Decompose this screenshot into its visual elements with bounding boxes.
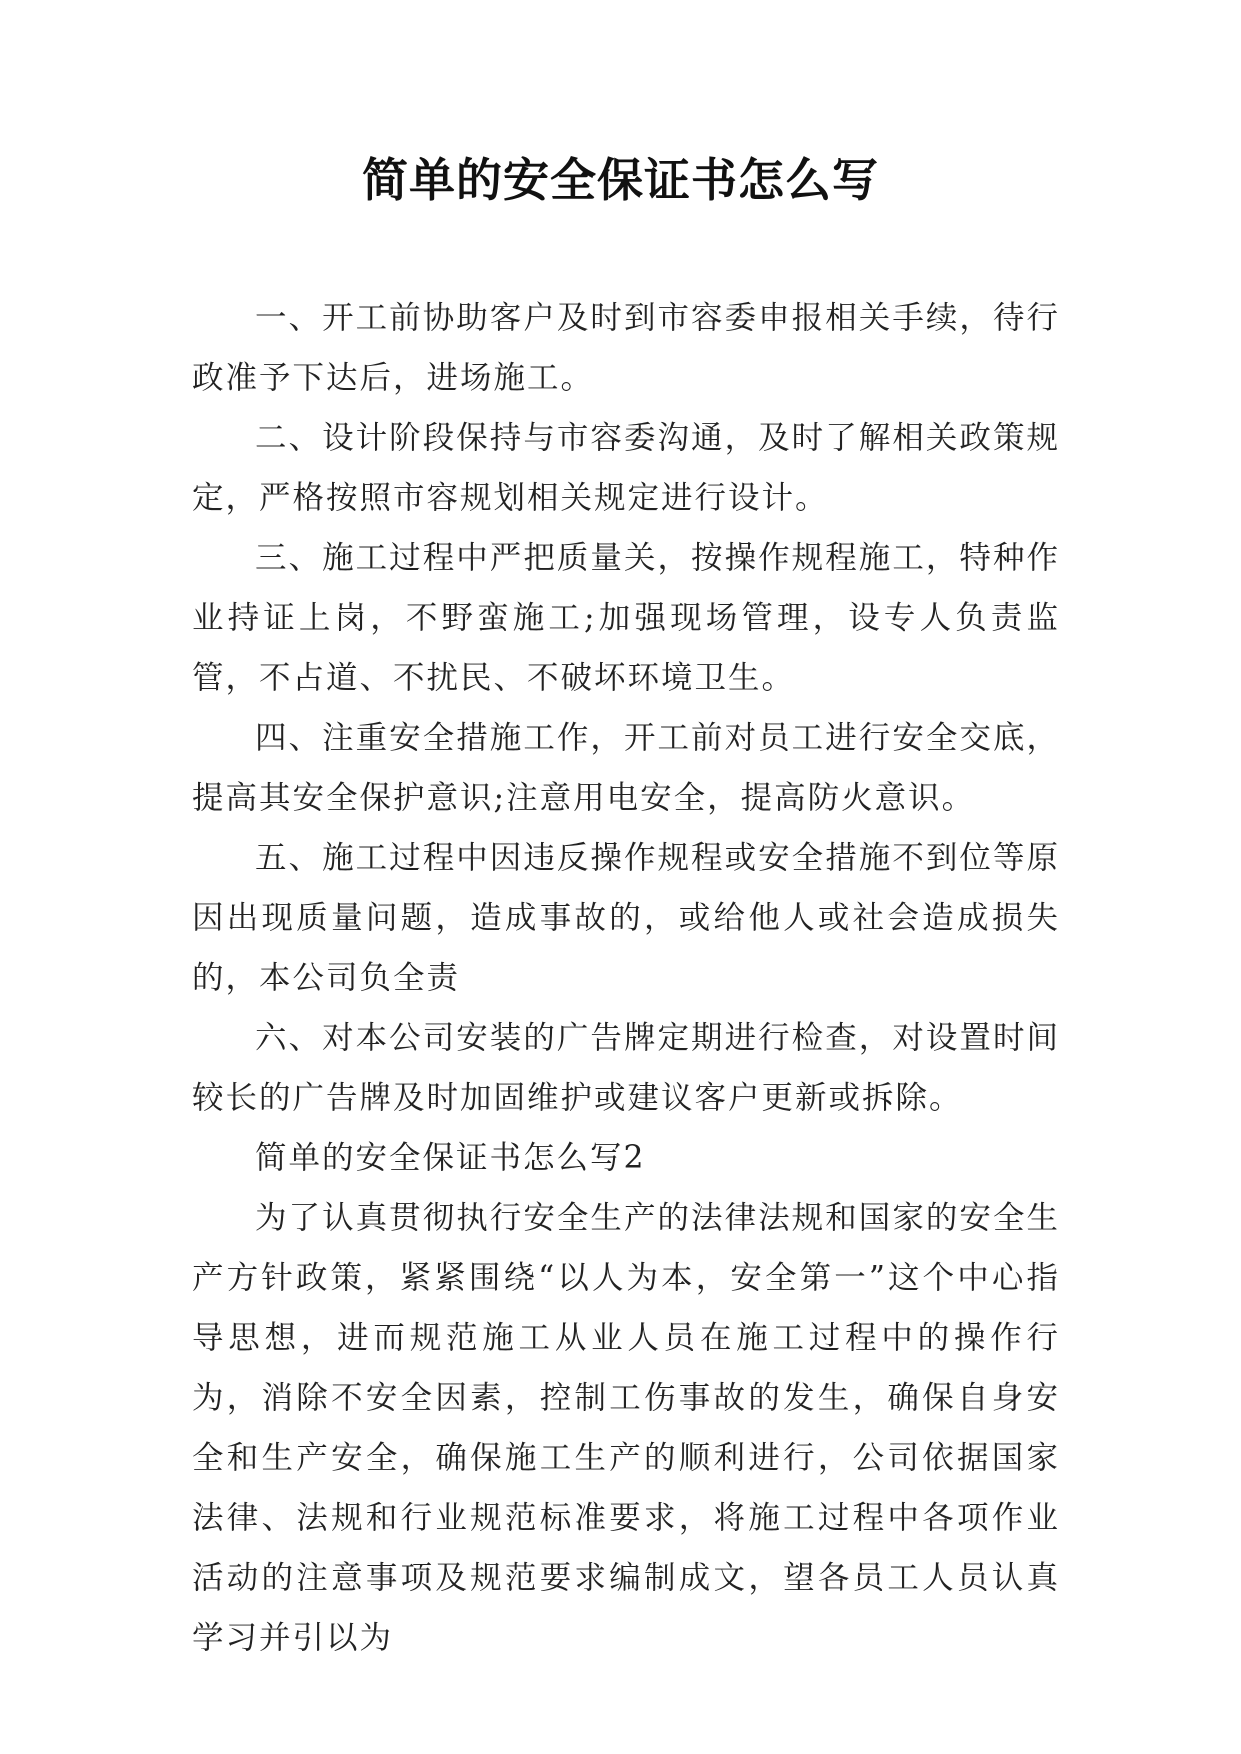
paragraph-1: 一、开工前协助客户及时到市容委申报相关手续，待行政准予下达后，进场施工。 (192, 300, 1060, 396)
paragraph-3: 三、施工过程中严把质量关，按操作规程施工，特种作业持证上岗，不野蛮施工;加强现场管理，设专人负责监管，不占道、不扰民、不破坏环境卫生。 (192, 540, 1060, 696)
paragraph-7: 为了认真贯彻执行安全生产的法律法规和国家的安全生产方针政策，紧紧围绕“以人为本，安全第一”这个中心指导思想，进而规范施工从业人员在施工过程中的操作行为，消除不安全因素，控制工伤事故的发生，确保自身安全和生产安全，确保施工生产的顺利进行，公司依据国家法律、法规和行业规范标准要求，将施工过程中各项作业活动的注意事项及规范要求编制成文，望各员工人员认真学习并引以为 (192, 1200, 1060, 1656)
paragraph-4: 四、注重安全措施工作，开工前对员工进行安全交底，提高其安全保护意识;注意用电安全，提高防火意识。 (192, 720, 1060, 816)
paragraph-5: 五、施工过程中因违反操作规程或安全措施不到位等原因出现质量问题，造成事故的，或给他人或社会造成损失的，本公司负全责 (192, 840, 1060, 996)
section-heading-2: 简单的安全保证书怎么写2 (255, 1140, 646, 1176)
document-title: 简单的安全保证书怎么写 (362, 153, 879, 207)
document-body (192, 288, 1060, 1668)
paragraph-6: 六、对本公司安装的广告牌定期进行检查，对设置时间较长的广告牌及时加固维护或建议客户更新或拆除。 (192, 1020, 1060, 1116)
paragraph-2: 二、设计阶段保持与市容委沟通，及时了解相关政策规定，严格按照市容规划相关规定进行设计。 (192, 420, 1060, 516)
